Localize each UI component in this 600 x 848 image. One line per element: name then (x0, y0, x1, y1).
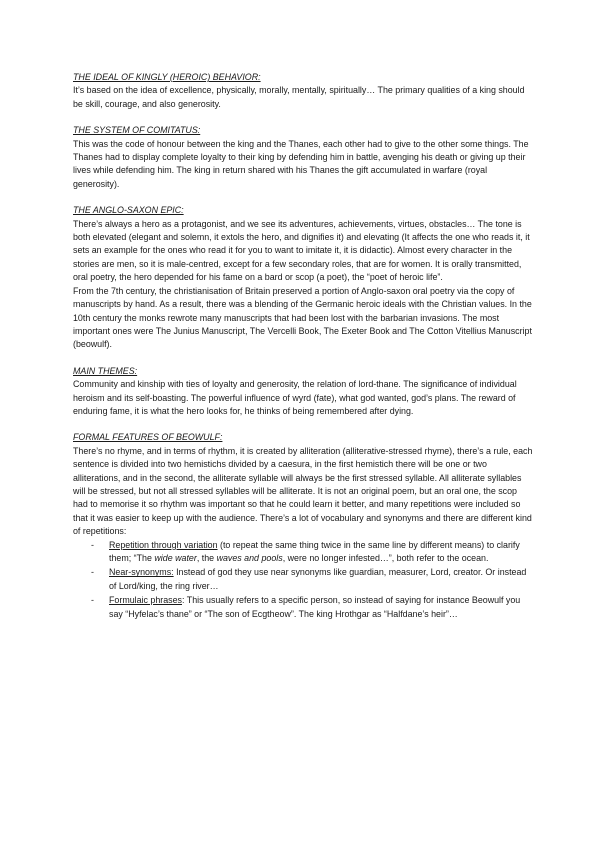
section-heading: THE ANGLO-SAXON EPIC: (73, 205, 184, 216)
feature-text: (to repeat the same thing twice in the same line by different means) to clarify them; “The (109, 539, 520, 563)
feature-emphasis: waves and pools (216, 553, 283, 563)
section-formal-features (73, 431, 533, 621)
section-paragraph: From the 7th century, the christianisation of Britain preserved a portion of Anglo-saxon oral poetry via the copy of manuscripts by hand. As a result, there was a blending of the Germanic heroic ideals with the Christian values. In the 10th century the monks rewrote many manuscripts that had been lost with the barbarian invasions. The most important ones were The Junius Manuscript, The Vercelli Book, The Exeter Book and The Cotton Vitellius Manuscript (beowulf). (73, 285, 532, 350)
section-paragraph: There’s always a hero as a protagonist, and we see its adventures, achievements, virtues, obstacles… The tone is both elevated (elegant and solemn, it extols the hero, and dignifies it) and elevating (It affects the one who reads it, it sets an example for the ones who read it for you to want to imitate it, it is didactic). Almost every character in the stories are men, so it is male-centred, except for a few secondary roles, that are for women. It is orally transmitted, oral poetry, the hero depended for his fame on a bard or scop (a poet), the “poet of heroic life”. (73, 218, 530, 283)
bullet-dash: - (91, 567, 94, 578)
bullet-dash: - (91, 539, 94, 550)
document-page (73, 71, 533, 634)
feature-text: , the (196, 553, 217, 563)
list-item (91, 594, 533, 621)
feature-text: : This usually refers to a specific person, so instead of saying for instance Beowulf you say “Hyfelac’s thane” or “The son of Ecgtheow”. The king Hrothgar as “Halfdane’s heir”… (109, 595, 521, 619)
section-paragraph: It’s based on the idea of excellence, physically, morally, mentally, spiritually… The primary qualities of a king should be skill, courage, and also generosity. (73, 85, 525, 109)
section-paragraph: Community and kinship with ties of loyalty and generosity, the relation of lord-thane. The significance of individual heroism and its self-boasting. The powerful influence of wyrd (fate), what god wanted, god’s plans. The reward of enduring fame, it is what the hero looks for, he thinks of being remembered after dying. (73, 379, 517, 416)
section-heading: FORMAL FEATURES OF BEOWULF: (73, 432, 223, 443)
section-heading: MAIN THEMES: (73, 365, 138, 376)
section-main-themes (73, 365, 533, 419)
feature-emphasis: wide water (154, 553, 197, 563)
section-heading: THE SYSTEM OF COMITATUS: (73, 125, 201, 136)
list-item (91, 566, 533, 593)
bullet-dash: - (91, 595, 94, 606)
section-paragraph: There’s no rhyme, and in terms of rhythm, it is created by alliteration (alliterative-stressed rhyme), there’s a rule, each sentence is divided into two hemistichs divided by a caesura, in the first hemistich there will be one or two alliterations, and in the second, the alliterate syllable will always be the first stressed syllable. All alliterate syllables will be stressed, but not all stressed syllables will be alliterate. It is not an original poem, but an oral one, the scop had to memorise it so rhythm was important so that he could learn it better, and many repetitions were included so that it was easier to keep up with the audience. There’s a lot of vocabulary and synonyms and there are different kind of repetitions: (73, 445, 533, 537)
feature-term: Repetition through variation (109, 539, 218, 550)
feature-term: Near-synonyms: (109, 567, 174, 578)
section-anglo-saxon-epic (73, 204, 533, 351)
feature-term: Formulaic phrases (109, 595, 182, 606)
list-item (91, 539, 533, 566)
section-heading: THE IDEAL OF KINGLY (HEROIC) BEHAVIOR: (73, 72, 261, 82)
section-paragraph: This was the code of honour between the king and the Thanes, each other had to give to the other some things. The Thanes had to display complete loyalty to their king by defending him in battle, avenging his death or giving up their lives while defending him. The king in return shared with his Thanes the gift accumulated in warfare (royal generosity). (73, 138, 529, 189)
feature-text: , were no longer infested…”, both refer to the ocean. (282, 553, 489, 563)
section-kingly-behavior (73, 71, 533, 111)
features-list (73, 539, 533, 621)
section-comitatus (73, 124, 533, 191)
feature-text: Instead of god they use near synonyms like guardian, measurer, Lord, creator. Or instead of Lord/king, the ring river… (109, 567, 527, 591)
